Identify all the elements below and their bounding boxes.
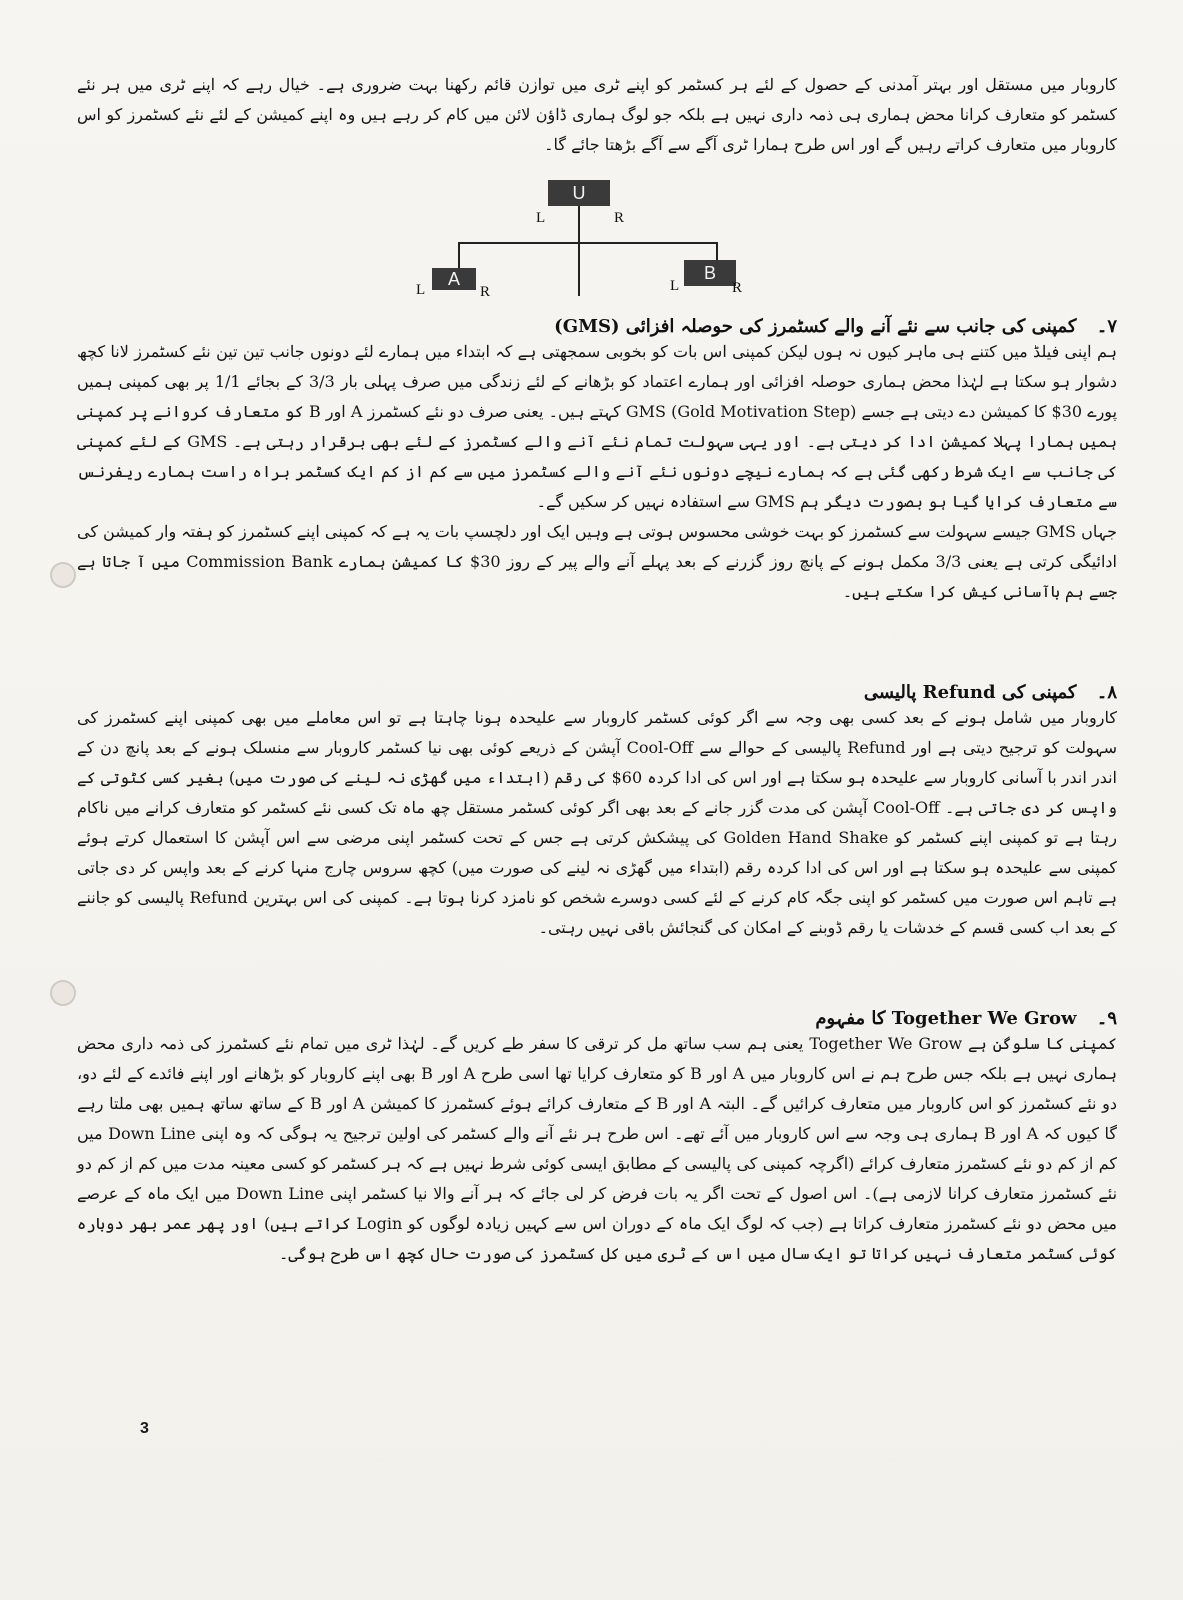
section-title: Together We Grow کا مفہوم <box>815 1008 1077 1029</box>
section-heading <box>77 682 1117 703</box>
intro-block <box>77 70 1117 160</box>
label-r-b: R <box>732 280 743 296</box>
node-b: B <box>684 260 736 286</box>
node-a: A <box>432 268 476 290</box>
paragraph: ہم اپنی فیلڈ میں کتنے ہی ماہر کیوں نہ ہوں لیکن کمپنی اس بات کو بخوبی سمجھتی ہے کہ ابتداء میں ہمارے لئے دونوں جانب تین تین نئے کسٹمرز لانا کچھ دشوار ہو سکتا ہے لہٰذا محض ہماری حوصلہ افزائی اور ہمارے اعتماد کو بڑھانے کے لئے زندگی میں صرف پہلی بار 3/3 کے بجائے 1/1 پر بھی کمپنی ہمیں پورے 30$ کا کمیشن دے دیتی ہے جسے GMS (Gold Motivation Step) کہتے ہیں۔ یعنی صرف دو نئے کسٹمرز A اور B کو متعارف کروانے پر کمپنی ہمیں ہمارا پہلا کمیشن ادا کر دیتی ہے۔ اور یہی سہولت تمام نئے آنے والے کسٹمرز کے لئے بھی برقرار رہتی ہے۔ GMS کے لئے کمپنی کی جانب سے ایک شرط رکھی گئی ہے کہ ہمارے نیچے دونوں نئے آنے والے کسٹمرز میں سے کم از کم ایک کسٹمر براہ راست ہمارے ریفرنس سے متعارف کرایا گیا ہو بصورت دیگر ہم GMS سے استفادہ نہیں کر سکیں گے۔ <box>77 342 1118 511</box>
section-refund <box>77 682 1117 943</box>
label-l-b: L <box>670 278 680 294</box>
section-number: ۸۔ <box>1096 682 1117 703</box>
section-title: کمپنی کی Refund پالیسی <box>863 682 1077 703</box>
section-heading <box>77 316 1117 337</box>
paragraph: جہاں GMS جیسے سہولت سے کسٹمرز کو بہت خوشی محسوس ہوتی ہے وہیں ایک اور دلچسپ بات یہ ہے کہ کمپنی اپنے کسٹمرز کو ہفتہ وار کمیشن کی ادائیگی کرتی ہے یعنی 3/3 مکمل ہونے کے پانچ روز گزرنے کے بعد پہلے آنے والے پیر کے روز 30$ کا کمیشن ہمارے Commission Bank میں آ جاتا ہے جسے ہم باآسانی کیش کرا سکتے ہیں۔ <box>77 522 1118 601</box>
label-r-a: R <box>480 284 491 300</box>
paragraph: کاروبار میں شامل ہونے کے بعد کسی بھی وجہ سے اگر کوئی کسٹمر کاروبار سے علیحدہ ہونا چاہتا ہے تو اس معاملے میں بھی کمپنی اپنے کسٹمرز کی سہولت کو ترجیح دیتی ہے اور Refund پالیسی کے حوالے سے Cool-Off آپشن کے ذریعے کوئی بھی نیا کسٹمر کاروبار سے منسلک ہونے کے بعد پانچ دن کے اندر اندر با آسانی کاروبار سے علیحدہ ہو سکتا ہے اور اس کی ادا کردہ 60$ کی رقم (ابتداء میں گھڑی نہ لینے کی صورت میں) بغیر کسی کٹوتی کے واپس کر دی جاتی ہے۔ Cool-Off آپشن کی مدت گزر جانے کے بعد بھی اگر کوئی کسٹمر مستقل چھ ماہ تک کسی نئے کسٹمر کو متعارف کرانے میں ناکام رہتا ہے تو کمپنی اپنے کسٹمر کو Golden Hand Shake کی پیشکش کرتی ہے جس کے تحت کسٹمر اپنی مرضی سے اس آپشن کا استعمال کرتے ہوئے کمپنی سے علیحدہ ہو سکتا ہے اور اس کی ادا کردہ رقم (ابتداء میں گھڑی نہ لینے کی صورت میں) کچھ سروس چارج منہا کرنے کے بعد واپس کر دی جاتی ہے تاہم اس صورت میں کسٹمر کو اپنی جگہ کام کرنے کے لئے کسی دوسرے شخص کو نامزد کرنا ہوتا ہے۔ کمپنی کی اس بہترین Refund پالیسی کو جاننے کے بعد اب کسی قسم کے خدشات یا رقم ڈوبنے کے امکان کی گنجائش باقی نہیں رہتی۔ <box>77 708 1118 937</box>
section-number: ۷۔ <box>1096 316 1117 337</box>
connector-horizontal <box>458 242 718 244</box>
connector-vertical <box>578 206 580 296</box>
section-gms <box>77 316 1117 607</box>
label-l-a: L <box>416 282 426 298</box>
section-together-we-grow <box>77 1008 1117 1269</box>
label-r-top: R <box>614 210 625 226</box>
section-heading <box>77 1008 1117 1029</box>
section-number: ۹۔ <box>1096 1008 1117 1029</box>
connector-left <box>458 242 460 268</box>
binder-hole <box>50 980 76 1006</box>
page-number: 3 <box>140 1420 149 1437</box>
node-u: U <box>548 180 610 206</box>
binder-hole <box>50 562 76 588</box>
section-title: کمپنی کی جانب سے نئے آنے والے کسٹمرز کی حوصلہ افزائی (GMS) <box>554 316 1077 337</box>
paragraph: کمپنی کا سلوگن ہے Together We Grow یعنی ہم سب ساتھ مل کر ترقی کا سفر طے کریں گے۔ لہٰذا ٹری میں تمام نئے کسٹمرز کی ذمہ داری محض ہماری نہیں ہے بلکہ جس طرح ہم نے اس کاروبار میں A اور B کو متعارف کرایا تھا اسی طرح A اور B بھی اپنے کاروبار کو بڑھانے اور اپنے فائدے کے لئے دو، دو نئے کسٹمرز کو اس کاروبار میں متعارف کرائیں گے۔ البتہ A اور B کے متعارف کرائے ہوئے کسٹمرز کا کمیشن A اور B کے ساتھ ساتھ ہمیں بھی ملتا رہے گا کیوں کہ A اور B ہماری ہی وجہ سے اس کاروبار میں آئے تھے۔ اس طرح ہر نئے آنے والے کسٹمر کی اولین ترجیح یہ ہوگی کہ وہ اپنی Down Line میں کم از کم دو نئے کسٹمرز متعارف کرائے (اگرچہ کمپنی کی پالیسی کے مطابق ایسی کوئی شرط نہیں ہے کہ ہر کسٹمر کو کسی معینہ مدت میں کم از کم دو نئے کسٹمرز متعارف کرانا لازمی ہے)۔ اس اصول کے تحت اگر یہ بات فرض کر لی جائے کہ ہر آنے والا نیا کسٹمر اپنی Down Line میں ایک ماہ کے عرصے میں محض دو نئے کسٹمرز متعارف کراتا ہے (جب کہ لوگ ایک ماہ کے دوران اس سے کہیں زیادہ لوگوں کو Login کراتے ہیں) اور پھر عمر بھر دوبارہ کوئی کسٹمر متعارف نہیں کراتا تو ایک سال میں اس کے ٹری میں کل کسٹمرز کی صورت حال کچھ اس طرح ہوگی۔ <box>77 1034 1118 1263</box>
label-l-top: L <box>536 210 546 226</box>
tree-diagram <box>416 180 780 320</box>
intro-paragraph: کاروبار میں مستقل اور بہتر آمدنی کے حصول کے لئے ہر کسٹمر کو اپنے ٹری میں توازن قائم رکھنا بہت ضروری ہے۔ خیال رہے کہ اپنے ٹری میں ہر نئے کسٹمر کو متعارف کرانا محض ہماری ہی ذمہ داری نہیں ہے بلکہ جو لوگ ہماری ڈاؤن لائن میں کام کر رہے ہیں وہ اپنے کمیشن کے لئے نئے کسٹمرز کو اس کاروبار میں متعارف کراتے رہیں گے اور اس طرح ہمارا ٹری آگے سے آگے بڑھتا جائے گا۔ <box>77 75 1118 154</box>
connector-right <box>716 242 718 260</box>
